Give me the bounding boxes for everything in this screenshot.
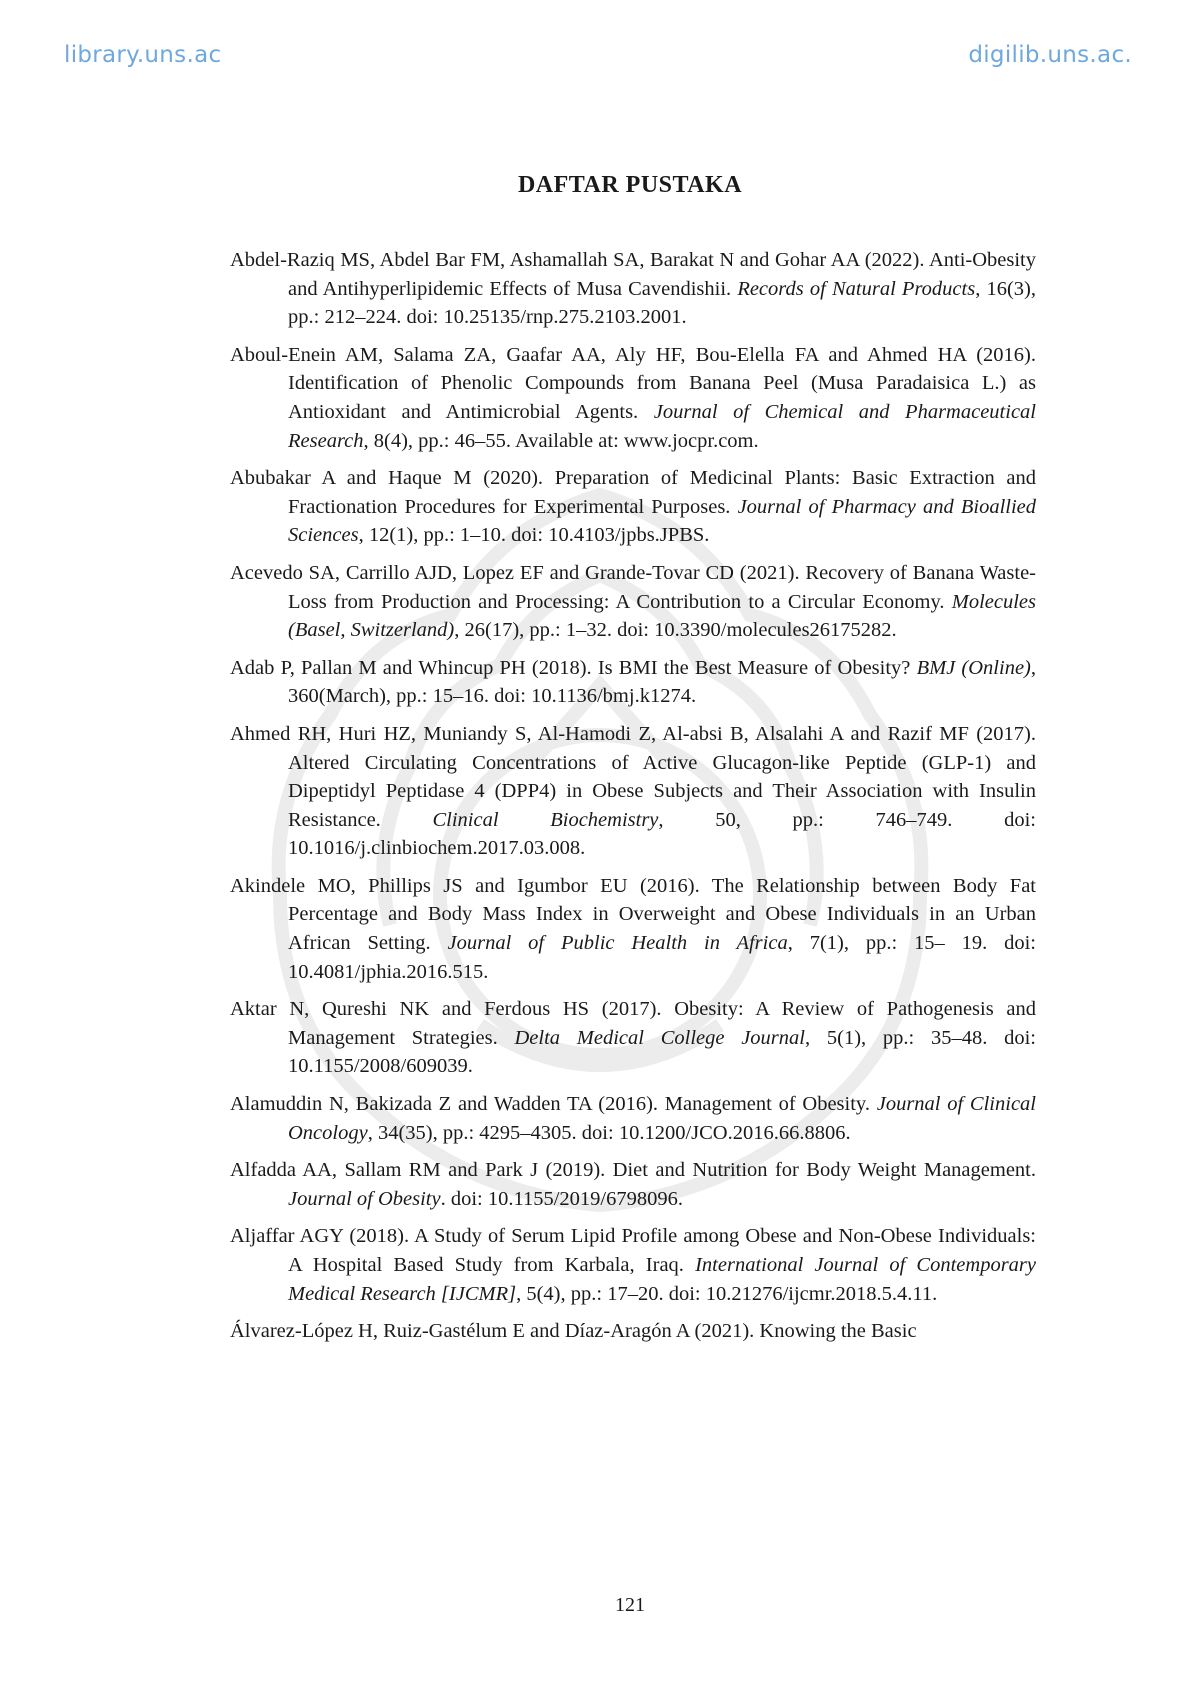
watermark-left: library.uns.ac xyxy=(64,42,222,68)
reference-entry xyxy=(230,872,1036,986)
reference-text: Alamuddin N, Bakizada Z and Wadden TA (2016). Management of Obesity. xyxy=(230,1093,877,1116)
reference-journal: Journal of Pharmacy and Bioallied Sciences xyxy=(288,495,1037,547)
reference-list xyxy=(230,246,1036,1355)
reference-text: Abubakar A and Haque M (2020). Preparation of Medicinal Plants: Basic Extraction and Fractionation Procedures for Experimental Purposes. xyxy=(230,467,1036,518)
reference-text: Abdel-Raziq MS, Abdel Bar FM, Ashamallah SA, Barakat N and Gohar AA (2022). Anti-Obesity and Antihyperlipidemic Effects of Musa Cavendishii. xyxy=(230,249,1036,300)
reference-journal: Journal of Clinical Oncology xyxy=(288,1093,1036,1144)
reference-entry xyxy=(230,1222,1036,1308)
reference-text: , 8(4), pp.: 46–55. Available at: www.jocpr.com. xyxy=(363,429,759,452)
reference-text: , 26(17), pp.: 1–32. doi: 10.3390/molecules26175282. xyxy=(454,619,897,642)
reference-text: , 7(1), pp.: 15– 19. doi: 10.4081/jphia.2016.515. xyxy=(288,932,1036,983)
reference-entry xyxy=(230,720,1036,863)
reference-entry xyxy=(230,1156,1036,1213)
reference-entry xyxy=(230,1090,1036,1147)
page-title: DAFTAR PUSTAKA xyxy=(517,172,743,198)
reference-journal: Journal of Public Health in Africa xyxy=(447,932,788,955)
reference-journal: Records of Natural Products xyxy=(737,277,976,300)
reference-journal: BMJ (Online) xyxy=(916,656,1031,679)
reference-entry xyxy=(230,246,1036,332)
reference-journal: Delta Medical College Journal xyxy=(514,1026,805,1049)
reference-text: , 12(1), pp.: 1–10. doi: 10.4103/jpbs.JPBS. xyxy=(358,524,710,547)
page-number: 121 xyxy=(615,1594,645,1616)
reference-entry xyxy=(230,341,1036,455)
reference-entry xyxy=(230,654,1036,711)
reference-entry xyxy=(230,995,1036,1081)
reference-journal: Journal of Chemical and Pharmaceutical Research xyxy=(288,400,1036,452)
reference-journal: Clinical Biochemistry xyxy=(432,808,659,831)
reference-journal: Molecules (Basel, Switzerland) xyxy=(288,590,1036,642)
reference-entry xyxy=(230,1317,1036,1346)
reference-text: , 5(4), pp.: 17–20. doi: 10.21276/ijcmr.2018.5.4.11. xyxy=(516,1282,938,1305)
reference-text: Adab P, Pallan M and Whincup PH (2018). Is BMI the Best Measure of Obesity? xyxy=(230,656,917,679)
reference-journal: Journal of Obesity xyxy=(288,1187,441,1210)
reference-text: Akindele MO, Phillips JS and Igumbor EU (2016). The Relationship between Body Fat Percentage and Body Mass Index in Overweight and Obese Individuals in an Urban African Setting. xyxy=(230,874,1036,955)
reference-text: Aboul-Enein AM, Salama ZA, Gaafar AA, Aly HF, Bou-Elella FA and Ahmed HA (2016). Identification of Phenolic Compounds from Banana Peel (Musa Paradaisica L.) as Antioxidant and Antimicrobial Agents. xyxy=(230,343,1036,423)
reference-text: Aktar N, Qureshi NK and Ferdous HS (2017). Obesity: A Review of Pathogenesis and Management Strategies. xyxy=(230,998,1036,1049)
reference-entry xyxy=(230,559,1036,645)
reference-text: , 34(35), pp.: 4295–4305. doi: 10.1200/JCO.2016.66.8806. xyxy=(367,1121,851,1144)
reference-text: Alfadda AA, Sallam RM and Park J (2019). Diet and Nutrition for Body Weight Management. xyxy=(230,1159,1036,1182)
reference-text: , 16(3), pp.: 212–224. doi: 10.25135/rnp.275.2103.2001. xyxy=(288,277,1036,329)
reference-entry xyxy=(230,464,1036,550)
reference-text: Ahmed RH, Huri HZ, Muniandy S, Al-Hamodi Z, Al-absi B, Alsalahi A and Razif MF (2017). Altered Circulating Concentrations of Active Glucagon-like Peptide (GLP-1) and Dipeptidyl Peptidase 4 (DPP4) in Obese Subjects and Their Association with Insulin Resistance. xyxy=(230,722,1036,831)
reference-text: , 360(March), pp.: 15–16. doi: 10.1136/bmj.k1274. xyxy=(288,656,1037,708)
reference-text: Acevedo SA, Carrillo AJD, Lopez EF and Grande-Tovar CD (2021). Recovery of Banana Waste-Loss from Production and Processing: A Contribution to a Circular Economy. xyxy=(230,561,1036,613)
reference-text: . doi: 10.1155/2019/6798096. xyxy=(440,1187,683,1210)
reference-text: , 5(1), pp.: 35–48. doi: 10.1155/2008/609039. xyxy=(288,1026,1036,1078)
reference-text: Aljaffar AGY (2018). A Study of Serum Lipid Profile among Obese and Non-Obese Individuals: A Hospital Based Study from Karbala, Iraq. xyxy=(230,1225,1036,1276)
reference-text: Álvarez-López H, Ruiz-Gastélum E and Díaz-Aragón A (2021). Knowing the Basic xyxy=(230,1320,917,1343)
watermark-right: digilib.uns.ac. xyxy=(968,42,1132,68)
reference-journal: International Journal of Contemporary Medical Research [IJCMR] xyxy=(288,1254,1037,1305)
reference-text: , 50, pp.: 746–749. doi: 10.1016/j.clinbiochem.2017.03.008. xyxy=(288,808,1036,860)
